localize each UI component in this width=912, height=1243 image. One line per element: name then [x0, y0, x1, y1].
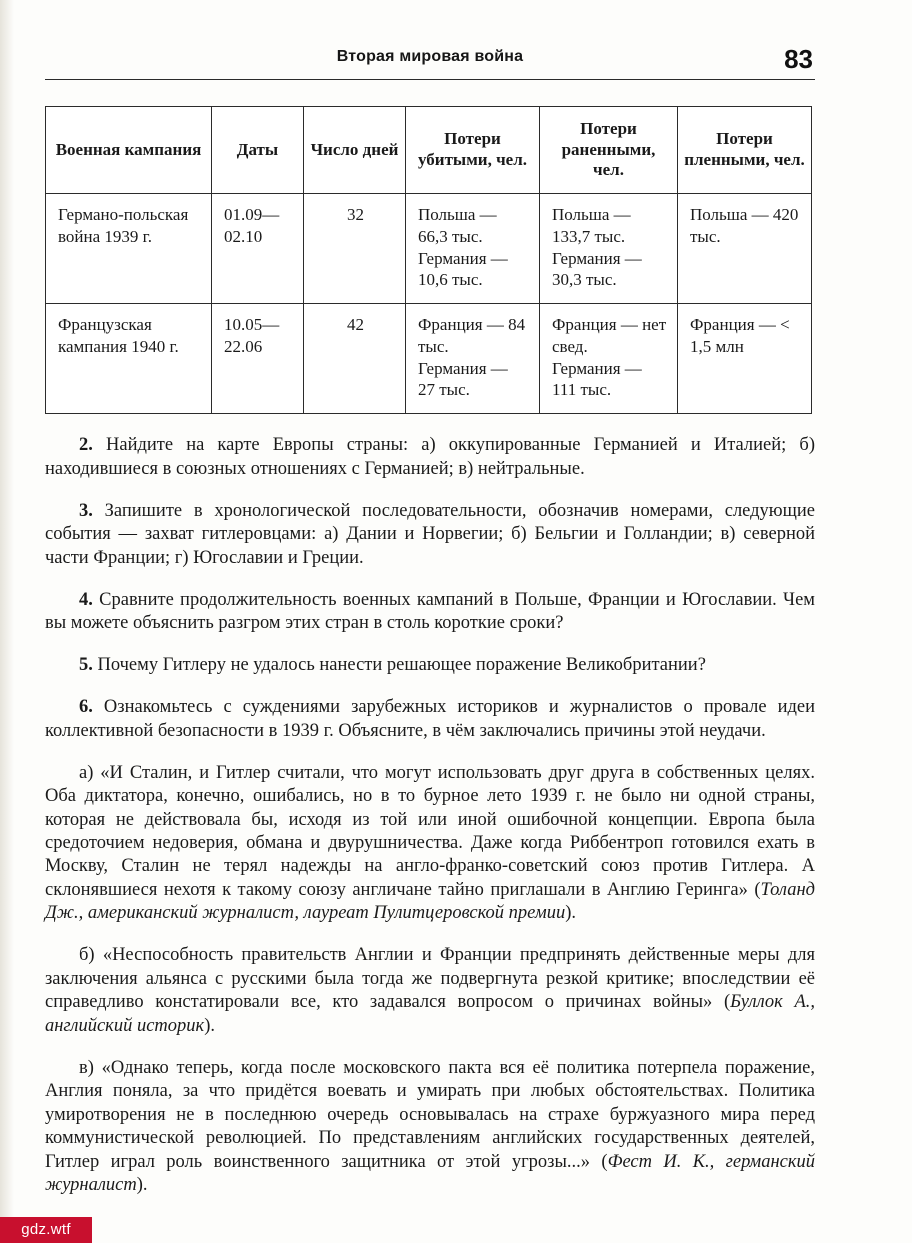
cell-campaign: Французская кампания 1940 г.: [46, 304, 212, 414]
question-item: [45, 589, 815, 636]
cell-killed: [406, 194, 540, 304]
question-number: 2.: [79, 435, 93, 456]
table-column-header-killed: Потери убитыми, чел.: [406, 107, 540, 194]
cell-wounded: [540, 304, 678, 414]
question-item: [45, 654, 815, 677]
sources-block: [45, 762, 815, 1198]
cell-dates: 10.05—22.06: [212, 304, 304, 414]
source-quote: [45, 1057, 815, 1198]
table-column-header-wounded: Потери раненными, чел.: [540, 107, 678, 194]
cell-line: Германия — 10,6 тыс.: [418, 248, 508, 290]
table-column-header-days: Число дней: [304, 107, 406, 194]
source-attribution: Толанд Дж., американский журналист, лауреат Пулитцеровской премии: [45, 879, 815, 924]
page-content: [45, 44, 816, 1216]
cell-days: 32: [304, 194, 406, 304]
cell-dates: 01.09—02.10: [212, 194, 304, 304]
cell-line: Франция — < 1,5 млн: [690, 315, 790, 356]
cell-line: Франция — нет свед.: [552, 315, 667, 356]
table-row: [46, 194, 812, 304]
source-tail: ).: [136, 1175, 148, 1196]
cell-campaign: Германо-польская война 1939 г.: [46, 194, 212, 304]
source-text: «Однако теперь, когда после московского пакта вся её политика потерпела поражение, Англия поняла, за что придётся воевать и умирать при любых обстоятельствах. Политика умиротворения не в последнюю очередь основывалась на страхе буржуазного мира перед коммунистической революцией. По представлениям английских государственных деятелей, Гитлер играл роль воинственного защитника от этой угрозы...» (: [45, 1057, 815, 1172]
page-header: [45, 44, 815, 82]
question-text: Ознакомьтесь с суждениями зарубежных историков и журналистов о провале идеи коллективной безопасности в 1939 г. Объясните, в чём заключались причины этой неудачи.: [45, 697, 815, 741]
cell-line: Германия — 30,3 тыс.: [552, 248, 642, 290]
cell-days: 42: [304, 304, 406, 414]
cell-line: Польша — 66,3 тыс.: [418, 205, 497, 246]
table-header-row: [46, 107, 812, 194]
cell-line: Польша — 133,7 тыс.: [552, 205, 631, 246]
source-quote: [45, 762, 815, 926]
question-text: Запишите в хронологической последовательности, обозначив номерами, следующие события — захват гитлеровцами: а) Дании и Норвегии; б) Бельгии и Голландии; в) северной части Франции; г) Югославии и Греции.: [45, 500, 815, 568]
questions-block: [45, 434, 815, 743]
source-attribution: Буллок А., английский историк: [45, 992, 815, 1036]
question-item: [45, 500, 815, 570]
source-attribution: Фест И. К., германский журналист: [45, 1151, 816, 1196]
question-text: Найдите на карте Европы страны: а) оккупированные Германией и Италией; б) находившиеся в союзных отношениях с Германией; в) нейтральные.: [45, 435, 815, 479]
cell-killed: [406, 304, 540, 414]
cell-line: Польша — 420 тыс.: [690, 205, 799, 246]
question-number: 5.: [79, 655, 93, 676]
cell-captured: [678, 194, 812, 304]
source-text: «И Сталин, и Гитлер считали, что могут использовать друг друга в собственных целях. Оба диктатора, конечно, ошибались, но в то бурное лето 1939 г. не было ни одной страны, которая не действовала бы, исходя из той или иной ошибочной концепции. Европа была средоточием недоверия, обмана и двурушничества. Даже когда Риббентроп готовился ехать в Москву, Сталин не терял надежды на англо-франко-советский союз против Гитлера. А склонявшиеся нехотя к такому союзу англичане тайно приглашали в Англию Геринга» (: [45, 762, 815, 900]
header-divider: [45, 79, 815, 80]
source-quote: [45, 944, 815, 1038]
cell-wounded: [540, 194, 678, 304]
source-label: а): [79, 762, 94, 783]
source-tail: ).: [565, 903, 577, 924]
cell-line: Франция — 84 тыс.: [418, 315, 526, 356]
source-label: в): [79, 1057, 94, 1078]
cell-line: Германия — 111 тыс.: [552, 358, 642, 400]
watermark: gdz.wtf: [0, 1217, 92, 1243]
source-label: б): [79, 945, 95, 966]
question-number: 3.: [79, 500, 93, 521]
source-tail: ).: [204, 1015, 215, 1036]
source-text: «Неспособность правительств Англии и Франции предпринять действенные меры для заключения альянса с русскими была тогда же подвергнута резкой критике; впоследствии её справедливо констатировали все, кто задавался вопросом о причинах войны» (: [45, 945, 815, 1013]
military-campaigns-table: [45, 106, 812, 414]
page-title: Вторая мировая война: [336, 48, 524, 65]
question-text: Сравните продолжительность военных кампаний в Польше, Франции и Югославии. Чем вы можете объяснить разгром этих стран в столь короткие сроки?: [45, 589, 815, 634]
question-text: Почему Гитлеру не удалось нанести решающее поражение Великобритании?: [92, 655, 706, 676]
cell-line: Германия — 27 тыс.: [418, 358, 508, 400]
cell-captured: [678, 304, 812, 414]
page-number: 83: [784, 44, 813, 74]
question-number: 6.: [79, 697, 93, 718]
table-column-header-campaign: Военная кампания: [46, 107, 212, 194]
question-number: 4.: [79, 589, 93, 610]
table-column-header-captured: Потери пленными, чел.: [678, 107, 812, 194]
table-row: [46, 304, 812, 414]
table-column-header-dates: Даты: [212, 107, 304, 194]
question-item: [45, 434, 815, 481]
question-item: [45, 696, 815, 743]
page-edge-shadow: [0, 0, 14, 1243]
